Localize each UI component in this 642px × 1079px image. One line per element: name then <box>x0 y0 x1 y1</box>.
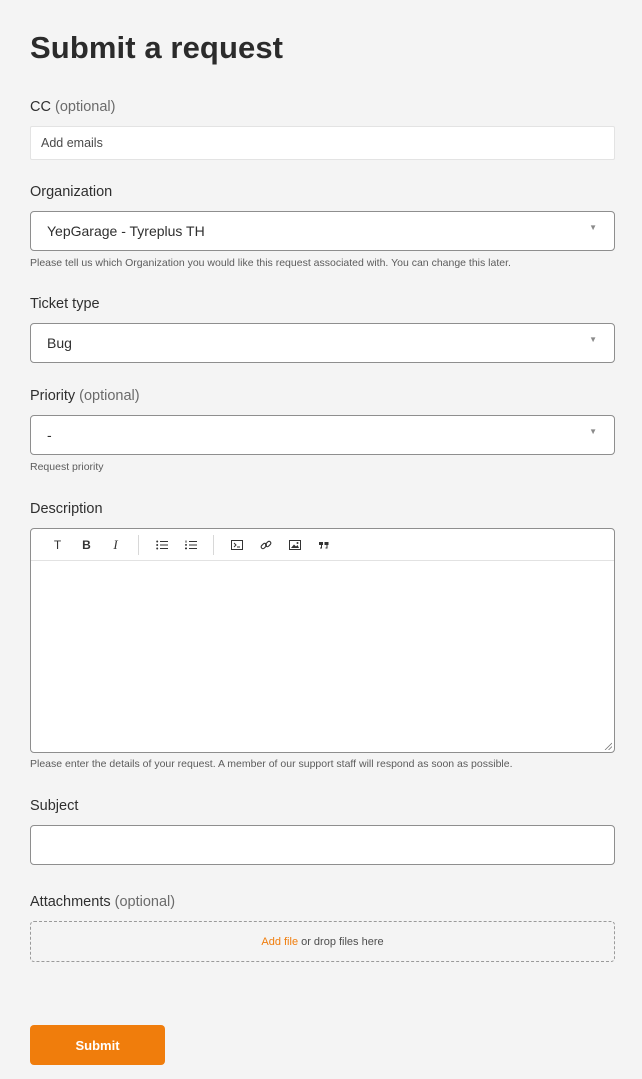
toolbar-divider <box>138 535 139 555</box>
bold-button[interactable] <box>72 533 101 557</box>
priority-label-text: Priority <box>30 388 76 404</box>
blockquote-button[interactable] <box>309 533 338 557</box>
italic-button[interactable] <box>101 533 130 557</box>
priority-selected-value: - <box>47 427 52 443</box>
link-icon <box>260 539 272 551</box>
image-button[interactable] <box>280 533 309 557</box>
cc-email-input[interactable] <box>30 126 615 160</box>
ticket-type-selected-value: Bug <box>47 335 72 351</box>
bulleted-list-icon <box>156 540 168 550</box>
blockquote-icon <box>319 541 329 549</box>
subject-input[interactable] <box>30 825 615 865</box>
text-format-button[interactable] <box>43 533 72 557</box>
chevron-down-icon: ▼ <box>589 335 597 344</box>
ticket-type-label <box>30 296 100 312</box>
priority-label <box>30 388 140 404</box>
attachments-optional-text: (optional) <box>114 894 176 910</box>
chevron-down-icon: ▼ <box>589 427 597 436</box>
organization-hint: Please tell us which Organization you would like this request associated with. You can change this later. <box>30 257 511 269</box>
description-textarea[interactable] <box>31 561 614 752</box>
code-block-button[interactable] <box>222 533 251 557</box>
attachments-label-text: Attachments <box>30 894 111 910</box>
page-title: Submit a request <box>30 30 284 65</box>
description-editor <box>30 528 615 753</box>
priority-optional-text: (optional) <box>79 388 140 404</box>
bulleted-list-button[interactable] <box>147 533 176 557</box>
ticket-type-label-text: Ticket type <box>30 296 100 312</box>
add-file-link[interactable]: Add file <box>261 935 299 948</box>
editor-toolbar <box>31 529 614 561</box>
resize-handle-icon[interactable] <box>604 742 612 750</box>
attachments-dropzone[interactable] <box>30 921 615 962</box>
ticket-type-select[interactable] <box>30 323 615 363</box>
description-hint: Please enter the details of your request. A member of our support staff will respond as soon as possible. <box>30 758 513 770</box>
subject-label-text: Subject <box>30 798 79 814</box>
attachments-label <box>30 894 175 910</box>
cc-optional-text: (optional) <box>54 99 116 115</box>
priority-select[interactable] <box>30 415 615 455</box>
subject-label <box>30 798 78 814</box>
cc-placeholder: Add emails <box>41 136 103 150</box>
link-button[interactable] <box>251 533 280 557</box>
chevron-down-icon: ▼ <box>589 223 597 232</box>
cc-label <box>30 99 115 115</box>
description-label-text: Description <box>30 501 103 517</box>
organization-label <box>30 184 112 200</box>
text-format-icon: T <box>53 537 62 552</box>
italic-icon: I <box>113 536 118 552</box>
numbered-list-button[interactable] <box>176 533 205 557</box>
toolbar-divider <box>213 535 214 555</box>
drop-files-text: or drop files here <box>301 935 384 948</box>
image-icon <box>289 540 301 550</box>
cc-label-text: CC <box>30 99 51 115</box>
submit-button[interactable]: Submit <box>30 1025 165 1065</box>
code-block-icon <box>231 540 243 550</box>
organization-select[interactable] <box>30 211 615 251</box>
priority-hint: Request priority <box>30 461 104 473</box>
organization-label-text: Organization <box>30 184 113 200</box>
numbered-list-icon <box>185 540 197 550</box>
organization-selected-value: YepGarage - Tyreplus TH <box>47 223 205 239</box>
bold-icon: B <box>82 537 91 552</box>
description-label <box>30 501 103 517</box>
